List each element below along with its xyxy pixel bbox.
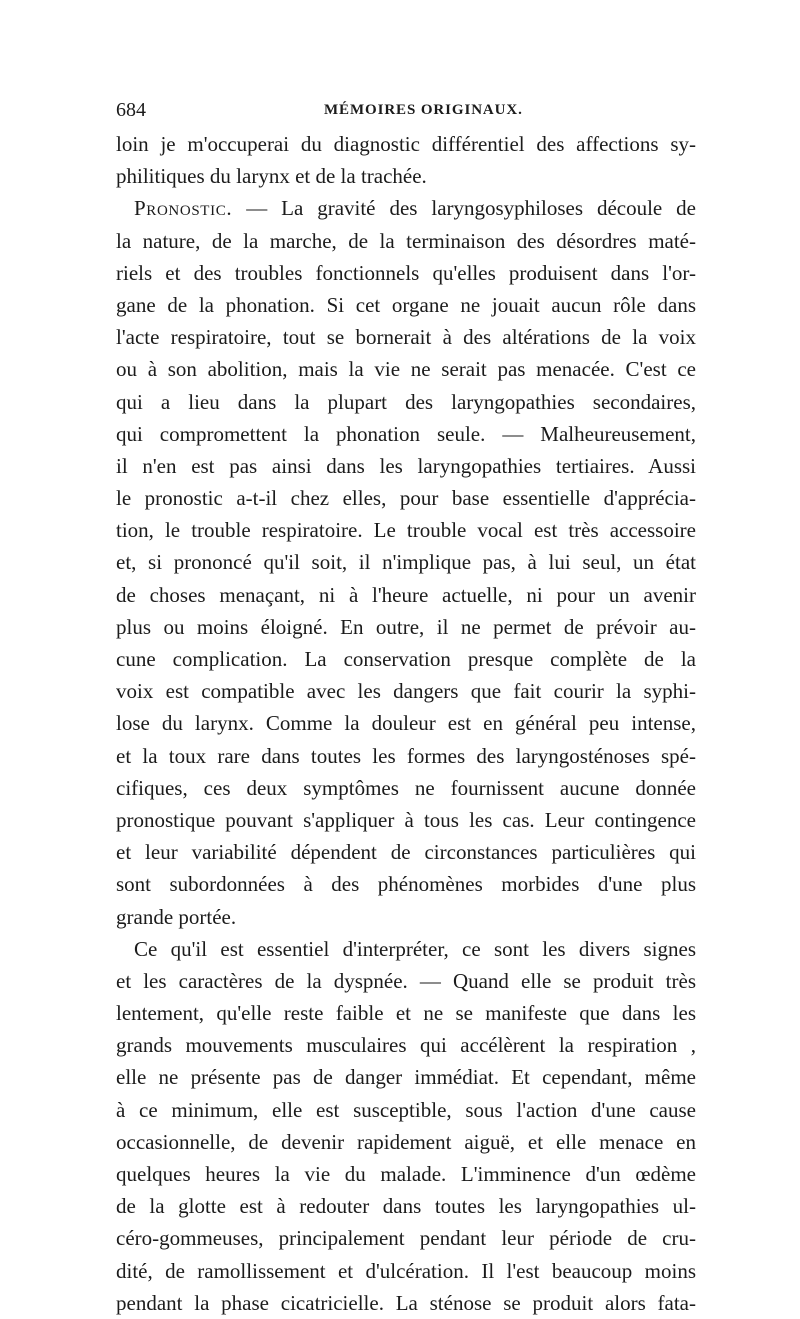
text-line: loin je m'occuperai du diagnostic différentiel des affections sy- — [116, 132, 696, 156]
text-line: qui compromettent la phonation seule. — Malheureusement, — [116, 421, 696, 446]
text-line: et leur variabilité dépendent de circonstances particulières qui — [116, 840, 696, 865]
text-line: et les caractères de la dyspnée. — Quand elle se produit très — [116, 968, 696, 993]
text-line: il n'en est pas ainsi dans les laryngopathies tertiaires. Aussi — [116, 453, 696, 478]
text-line: la nature, de la marche, de la terminaison des désordres maté- — [116, 228, 696, 253]
text-line — [116, 192, 696, 224]
text-line: gane de la phonation. Si cet organe ne jouait aucun rôle dans — [116, 292, 696, 317]
text-line: cifiques, ces deux symptômes ne fournissent aucune donnée — [116, 775, 696, 800]
paragraph-3 — [116, 933, 696, 1319]
text-line: voix est compatible avec les dangers que fait courir la syphi- — [116, 679, 696, 704]
text-line: plus ou moins éloigné. En outre, il ne permet de prévoir au- — [116, 614, 696, 639]
text-line: Ce qu'il est essentiel d'interpréter, ce sont les divers signes — [134, 936, 696, 961]
text-line: occasionnelle, de devenir rapidement aiguë, et elle menace en — [116, 1129, 696, 1154]
text-line: et la toux rare dans toutes les formes des laryngosténoses spé- — [116, 743, 696, 768]
text-line: lose du larynx. Comme la douleur est en général peu intense, — [116, 711, 696, 736]
text-line: qui a lieu dans la plupart des laryngopathies secondaires, — [116, 389, 696, 414]
paragraph-2 — [116, 192, 696, 932]
text-line: ou à son abolition, mais la vie ne serait pas menacée. C'est ce — [116, 357, 696, 382]
text-line: grands mouvements musculaires qui accélèrent la respiration , — [116, 1033, 696, 1058]
text-line: cune complication. La conservation presque complète de la — [116, 647, 696, 671]
text-line: tion, le trouble respiratoire. Le trouble vocal est très accessoire — [116, 518, 696, 543]
text-line: dité, de ramollissement et d'ulcération. Il l'est beaucoup moins — [116, 1258, 696, 1283]
text-line: pendant la phase cicatricielle. La sténose se produit alors fata- — [116, 1290, 696, 1315]
text-line: de choses menaçant, ni à l'heure actuelle, ni pour un avenir — [116, 582, 696, 607]
text-line: grande portée. — [116, 904, 237, 929]
text-line: lentement, qu'elle reste faible et ne se manifeste que dans les — [116, 1001, 696, 1026]
text-line: le pronostic a-t-il chez elles, pour base essentielle d'apprécia- — [116, 486, 696, 511]
text-line: céro-gommeuses, principalement pendant leur période de cru- — [116, 1226, 696, 1251]
text-line: l'acte respiratoire, tout se bornerait à des altérations de la voix — [116, 325, 696, 350]
section-heading-pronostic: Pronostic. — [134, 196, 233, 221]
text-line: quelques heures la vie du malade. L'imminence d'un œdème — [116, 1162, 696, 1186]
text-line: de la glotte est à redouter dans toutes les laryngopathies ul- — [116, 1194, 696, 1219]
text-line: pronostique pouvant s'appliquer à tous les cas. Leur contingence — [116, 807, 696, 832]
running-header — [116, 94, 696, 126]
text-line: et, si prononcé qu'il soit, il n'implique pas, à lui seul, un état — [116, 550, 696, 575]
text-line: riels et des troubles fonctionnels qu'elles produisent dans l'or- — [116, 260, 696, 285]
paragraph-1 — [116, 128, 696, 192]
running-title: MÉMOIRES ORIGINAUX. — [324, 102, 523, 118]
text-line: à ce minimum, elle est susceptible, sous l'action d'une cause — [116, 1097, 696, 1122]
text-fragment: — La gravité des laryngosyphiloses découle de — [246, 196, 697, 221]
page-number: 684 — [116, 99, 146, 121]
text-line: elle ne présente pas de danger immédiat. Et cependant, même — [116, 1065, 696, 1090]
body-text — [116, 128, 696, 1319]
text-line: sont subordonnées à des phénomènes morbides d'une plus — [116, 872, 696, 897]
text-line: philitiques du larynx et de la trachée. — [116, 164, 427, 189]
